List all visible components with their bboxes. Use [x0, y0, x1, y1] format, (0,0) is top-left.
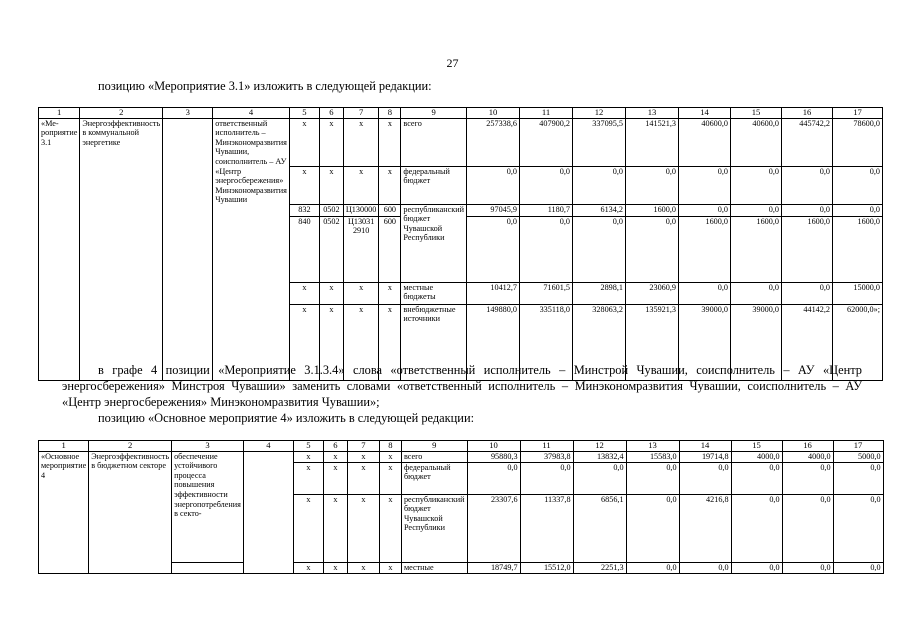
code-cell: x [293, 562, 323, 573]
header-cell: 11 [520, 441, 573, 452]
value-cell: 0,0 [731, 462, 782, 494]
value-cell: 97045,9 [466, 204, 519, 216]
code-cell: x [347, 562, 379, 573]
value-cell: 1180,7 [519, 204, 572, 216]
value-cell: 18749,7 [467, 562, 520, 573]
value-cell: 0,0 [467, 462, 520, 494]
value-cell: 11337,8 [520, 494, 573, 562]
value-cell: 0,0 [466, 216, 519, 282]
code-cell: x [323, 494, 347, 562]
header-cell: 12 [573, 441, 626, 452]
code-cell: 600 [379, 204, 401, 216]
value-cell: 335118,0 [519, 304, 572, 380]
executor-cell: ответственный исполнитель – Минэкономразвития Чувашии, соисполнитель – АУ «Центр энергосбережения» Минэкономразвития Чувашии [213, 118, 290, 380]
code-cell: x [379, 282, 401, 304]
code-cell: x [289, 282, 319, 304]
header-cell: 7 [343, 108, 378, 119]
value-cell: 0,0 [832, 166, 882, 204]
code-cell: x [379, 494, 401, 562]
value-cell: 1600,0 [730, 216, 781, 282]
value-cell: 0,0 [572, 166, 625, 204]
value-cell: 135921,3 [625, 304, 678, 380]
value-cell: 23307,6 [467, 494, 520, 562]
value-cell: 0,0 [782, 494, 833, 562]
code-cell: 840 [289, 216, 319, 282]
value-cell: 0,0 [782, 462, 833, 494]
code-cell: Ц13031 2910 [343, 216, 378, 282]
code-cell: 832 [289, 204, 319, 216]
value-cell: 0,0 [833, 562, 883, 573]
code-cell: x [323, 451, 347, 462]
value-cell: 10412,7 [466, 282, 519, 304]
value-cell: 0,0 [730, 166, 781, 204]
value-cell: 0,0 [678, 282, 730, 304]
header-cell: 3 [163, 108, 213, 119]
header-cell: 13 [625, 108, 678, 119]
value-cell: 0,0 [781, 166, 832, 204]
code-cell: x [379, 166, 401, 204]
header-cell: 16 [781, 108, 832, 119]
value-cell: 0,0 [520, 462, 573, 494]
value-cell: 0,0 [781, 282, 832, 304]
funding-source-cell: всего [401, 118, 467, 166]
measure-number-cell: «Основное мероприятие 4 [39, 451, 89, 573]
code-cell: x [347, 494, 379, 562]
value-cell: 5000,0 [833, 451, 883, 462]
value-cell: 40600,0 [730, 118, 781, 166]
header-cell: 14 [679, 441, 731, 452]
value-cell: 141521,3 [625, 118, 678, 166]
value-cell: 149880,0 [466, 304, 519, 380]
code-cell: x [289, 304, 319, 380]
header-row [39, 108, 883, 119]
value-cell: 0,0 [833, 462, 883, 494]
value-cell: 6134,2 [572, 204, 625, 216]
value-cell: 71601,5 [519, 282, 572, 304]
funding-source-cell: всего [401, 451, 467, 462]
value-cell: 0,0 [572, 216, 625, 282]
code-cell: x [293, 462, 323, 494]
code-cell: x [343, 304, 378, 380]
table-row [39, 451, 884, 462]
value-cell: 15583,0 [626, 451, 679, 462]
value-cell: 445742,2 [781, 118, 832, 166]
value-cell: 0,0 [625, 166, 678, 204]
header-cell: 8 [379, 441, 401, 452]
value-cell: 0,0 [519, 166, 572, 204]
value-cell: 19714,8 [679, 451, 731, 462]
header-cell: 6 [323, 441, 347, 452]
value-cell: 0,0 [782, 562, 833, 573]
value-cell: 78600,0 [832, 118, 882, 166]
funding-source-cell: федеральный бюджет [401, 166, 467, 204]
header-cell: 3 [172, 441, 244, 452]
value-cell: 0,0 [625, 216, 678, 282]
value-cell: 0,0 [679, 562, 731, 573]
value-cell: 39000,0 [730, 304, 781, 380]
code-cell: x [347, 451, 379, 462]
code-cell: x [343, 118, 378, 166]
value-cell: 337095,5 [572, 118, 625, 166]
header-cell: 15 [731, 441, 782, 452]
value-cell: 0,0 [466, 166, 519, 204]
header-cell: 2 [80, 108, 163, 119]
header-cell: 4 [213, 108, 290, 119]
value-cell: 0,0 [833, 494, 883, 562]
paragraph-main-measure-4: позицию «Основное мероприятие 4» изложить в следующей редакции: [98, 411, 475, 425]
goal-cell [163, 118, 213, 380]
funding-source-cell: местные [401, 562, 467, 573]
value-cell: 0,0 [626, 462, 679, 494]
value-cell: 2898,1 [572, 282, 625, 304]
value-cell: 328063,2 [572, 304, 625, 380]
page-number: 27 [446, 56, 459, 70]
header-cell: 15 [730, 108, 781, 119]
code-cell: x [343, 282, 378, 304]
code-cell: 0502 [319, 216, 343, 282]
header-row [39, 441, 884, 452]
value-cell: 407900,2 [519, 118, 572, 166]
header-cell: 10 [467, 441, 520, 452]
header-cell: 10 [466, 108, 519, 119]
code-cell: 600 [379, 216, 401, 282]
value-cell: 15000,0 [832, 282, 882, 304]
code-cell: x [379, 562, 401, 573]
header-cell: 6 [319, 108, 343, 119]
table-main-measure-4 [38, 440, 884, 574]
executor-cell [243, 451, 293, 573]
header-cell: 2 [89, 441, 172, 452]
goal-cell: обеспечение устойчивого процесса повышения эффективности энергопотребления в секто- [172, 451, 244, 562]
value-cell: 1600,0 [781, 216, 832, 282]
code-cell: x [379, 451, 401, 462]
header-cell: 11 [519, 108, 572, 119]
table-row [39, 118, 883, 166]
header-cell: 14 [678, 108, 730, 119]
value-cell: 0,0 [519, 216, 572, 282]
header-cell: 8 [379, 108, 401, 119]
code-cell: x [379, 118, 401, 166]
code-cell: x [293, 494, 323, 562]
value-cell: 4000,0 [731, 451, 782, 462]
header-cell: 9 [401, 108, 467, 119]
funding-source-cell: республиканский бюджет Чувашской Республики [401, 494, 467, 562]
value-cell: 15512,0 [520, 562, 573, 573]
code-cell: 0502 [319, 204, 343, 216]
funding-source-cell: внебюджетные источники [401, 304, 467, 380]
header-cell: 5 [293, 441, 323, 452]
header-cell: 1 [39, 108, 80, 119]
funding-source-cell: республиканский бюджет Чувашской Республики [401, 204, 467, 282]
value-cell: 44142,2 [781, 304, 832, 380]
value-cell: 0,0 [678, 166, 730, 204]
value-cell: 95880,3 [467, 451, 520, 462]
header-cell: 4 [243, 441, 293, 452]
value-cell: 0,0 [573, 462, 626, 494]
value-cell: 1600,0 [832, 216, 882, 282]
value-cell: 40600,0 [678, 118, 730, 166]
value-cell: 1600,0 [625, 204, 678, 216]
value-cell: 2251,3 [573, 562, 626, 573]
code-cell: x [293, 451, 323, 462]
code-cell: x [343, 166, 378, 204]
measure-name-cell: Энергоэффективность в бюджетном секторе [89, 451, 172, 573]
value-cell: 0,0 [832, 204, 882, 216]
header-cell: 12 [572, 108, 625, 119]
value-cell: 0,0 [679, 462, 731, 494]
header-cell: 1 [39, 441, 89, 452]
value-cell: 23060,9 [625, 282, 678, 304]
code-cell: x [289, 118, 319, 166]
value-cell: 0,0 [731, 562, 782, 573]
code-cell: x [379, 462, 401, 494]
value-cell: 4216,8 [679, 494, 731, 562]
value-cell: 0,0 [781, 204, 832, 216]
value-cell: 1600,0 [678, 216, 730, 282]
value-cell: 39000,0 [678, 304, 730, 380]
value-cell: 0,0 [678, 204, 730, 216]
paragraph-replace-executor: в графе 4 позиции «Мероприятие 3.1.3.4» слова «ответственный исполнитель – Минстрой Чувашии, соисполнитель – АУ «Центр энергосбережения» Минстроя Чувашии» заменить словами «ответственный исполнитель – Минэкономразвития Чувашии, соисполнитель – АУ «Центр энергосбережения» Минэкономразвития Чувашии»; [62, 363, 862, 409]
value-cell: 62000,0»; [832, 304, 882, 380]
header-cell: 17 [832, 108, 882, 119]
value-cell: 0,0 [730, 282, 781, 304]
header-cell: 17 [833, 441, 883, 452]
code-cell: x [323, 462, 347, 494]
value-cell: 37983,8 [520, 451, 573, 462]
header-cell: 5 [289, 108, 319, 119]
code-cell: x [289, 166, 319, 204]
code-cell: Ц130000 [343, 204, 378, 216]
code-cell: x [347, 462, 379, 494]
header-cell: 16 [782, 441, 833, 452]
code-cell: x [323, 562, 347, 573]
funding-source-cell: федеральный бюджет [401, 462, 467, 494]
paragraph-position-3-1: позицию «Мероприятие 3.1» изложить в следующей редакции: [98, 79, 432, 93]
value-cell: 0,0 [626, 562, 679, 573]
header-cell: 13 [626, 441, 679, 452]
header-cell: 7 [347, 441, 379, 452]
code-cell: x [319, 166, 343, 204]
goal-cell-continued [172, 562, 244, 573]
value-cell: 4000,0 [782, 451, 833, 462]
header-cell: 9 [401, 441, 467, 452]
code-cell: x [319, 304, 343, 380]
measure-name-cell: Энергоэффективность в коммунальной энергетике [80, 118, 163, 380]
value-cell: 13832,4 [573, 451, 626, 462]
table-measure-3-1 [38, 107, 883, 381]
code-cell: x [319, 282, 343, 304]
funding-source-cell: местные бюджеты [401, 282, 467, 304]
measure-number-cell: «Ме-роприятие 3.1 [39, 118, 80, 380]
value-cell: 257338,6 [466, 118, 519, 166]
code-cell: x [319, 118, 343, 166]
value-cell: 0,0 [731, 494, 782, 562]
code-cell: x [379, 304, 401, 380]
value-cell: 6856,1 [573, 494, 626, 562]
value-cell: 0,0 [730, 204, 781, 216]
value-cell: 0,0 [626, 494, 679, 562]
